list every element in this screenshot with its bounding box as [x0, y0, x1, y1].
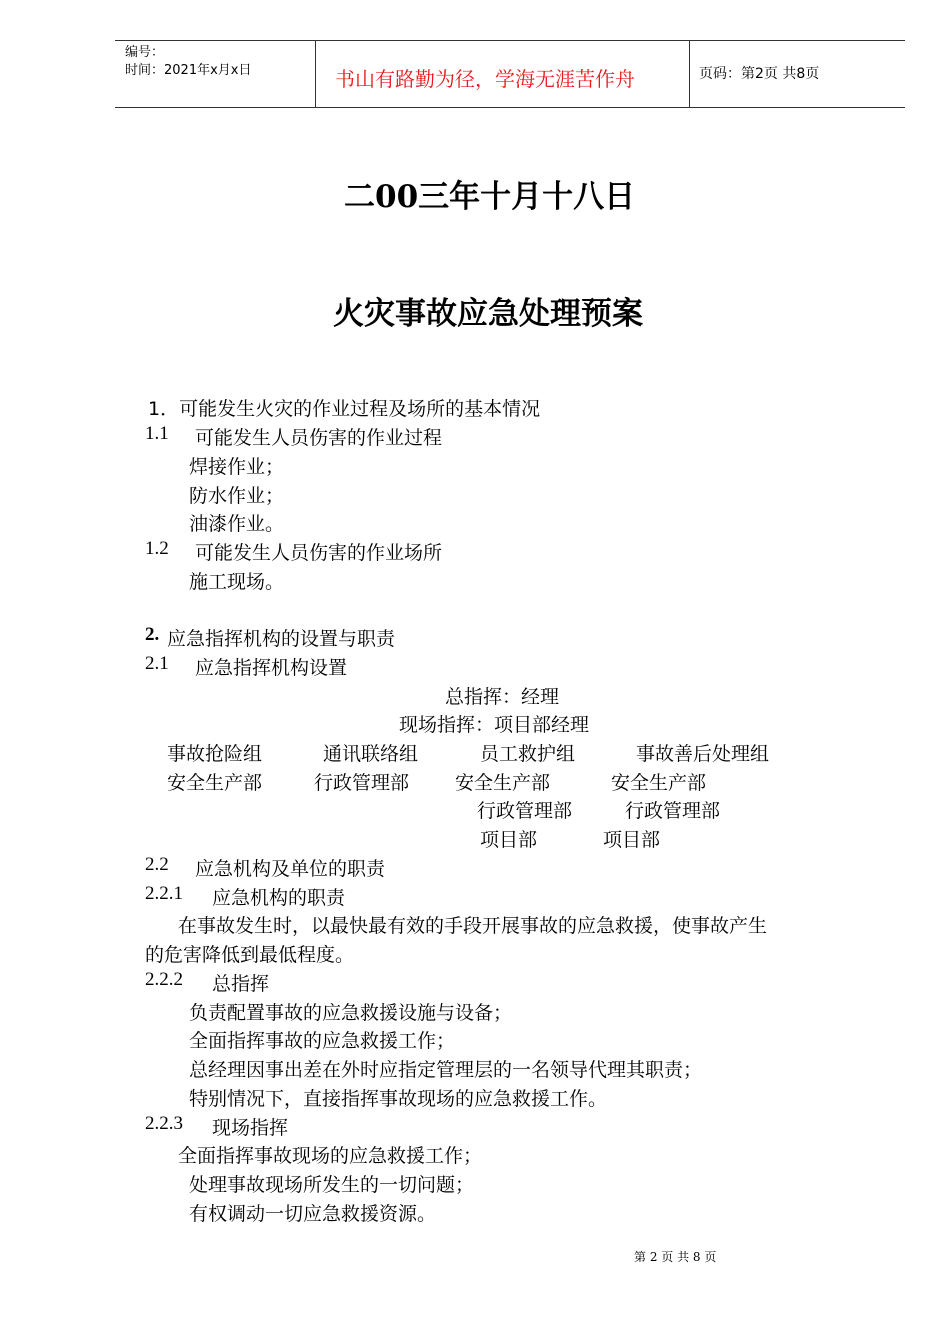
header-page-info: 页码：第2页 共8页 — [699, 66, 820, 82]
org-commander: 总指挥：经理 — [445, 686, 560, 708]
org-dept: 项目部 — [603, 829, 661, 851]
list-item: 防水作业； — [189, 485, 285, 507]
org-group: 通讯联络组 — [323, 743, 419, 765]
serial-label: 编号： — [125, 45, 165, 60]
list-item: 施工现场。 — [189, 571, 285, 593]
org-dept: 安全生产部 — [167, 772, 263, 794]
section-number: 2.2.2 — [145, 969, 183, 990]
page-header — [115, 40, 905, 108]
section-2-heading: 应急指挥机构的设置与职责 — [167, 628, 396, 650]
section-number: 1.1 — [145, 423, 169, 444]
org-dept: 行政管理部 — [477, 800, 573, 822]
section-title: 应急机构的职责 — [212, 887, 346, 909]
list-item: 油漆作业。 — [189, 513, 285, 535]
org-dept: 项目部 — [480, 829, 538, 851]
list-item: 焊接作业； — [189, 456, 285, 478]
section-title: 可能发生人员伤害的作业过程 — [195, 427, 443, 449]
time-label: 时间：2021年x月x日 — [125, 63, 252, 78]
org-group: 员工救护组 — [480, 743, 576, 765]
header-divider — [689, 41, 690, 107]
list-item: 特别情况下，直接指挥事故现场的应急救援工作。 — [189, 1088, 608, 1110]
list-item: 全面指挥事故的应急救援工作； — [189, 1030, 456, 1052]
section-number: 1.2 — [145, 538, 169, 559]
org-dept: 安全生产部 — [455, 772, 551, 794]
org-dept: 行政管理部 — [314, 772, 410, 794]
section-number: 2.1 — [145, 653, 169, 674]
section-number: 2.2 — [145, 854, 169, 875]
header-motto: 书山有路勤为径，学海无涯苦作舟 — [335, 67, 635, 91]
date-line: 二00三年十月十八日 — [344, 179, 636, 215]
section-title: 应急指挥机构设置 — [195, 657, 348, 679]
section-1-heading: 1．可能发生火灾的作业过程及场所的基本情况 — [148, 398, 541, 420]
section-title: 现场指挥 — [212, 1117, 289, 1139]
document-title: 火灾事故应急处理预案 — [333, 296, 643, 332]
paragraph-line: 的危害降低到最低程度。 — [145, 944, 355, 966]
list-item: 有权调动一切应急救援资源。 — [189, 1203, 437, 1225]
paragraph-line: 在事故发生时，以最快最有效的手段开展事故的应急救援，使事故产生 — [178, 915, 768, 937]
list-item: 全面指挥事故现场的应急救援工作； — [178, 1145, 483, 1167]
org-dept: 安全生产部 — [611, 772, 707, 794]
list-item: 总经理因事出差在外时应指定管理层的一名领导代理其职责； — [189, 1059, 703, 1081]
list-item: 负责配置事故的应急救援设施与设备； — [189, 1002, 513, 1024]
page-footer: 第 2 页 共 8 页 — [634, 1250, 717, 1264]
section-title: 总指挥 — [212, 973, 270, 995]
header-divider — [315, 41, 316, 107]
org-group: 事故善后处理组 — [636, 743, 770, 765]
section-number: 2.2.1 — [145, 883, 183, 904]
section-title: 可能发生人员伤害的作业场所 — [195, 542, 443, 564]
list-item: 处理事故现场所发生的一切问题； — [189, 1174, 475, 1196]
org-site-commander: 现场指挥：项目部经理 — [399, 714, 590, 736]
org-group: 事故抢险组 — [167, 743, 263, 765]
section-number: 2. — [145, 624, 160, 645]
org-dept: 行政管理部 — [625, 800, 721, 822]
section-number: 2.2.3 — [145, 1113, 183, 1134]
section-title: 应急机构及单位的职责 — [195, 858, 386, 880]
